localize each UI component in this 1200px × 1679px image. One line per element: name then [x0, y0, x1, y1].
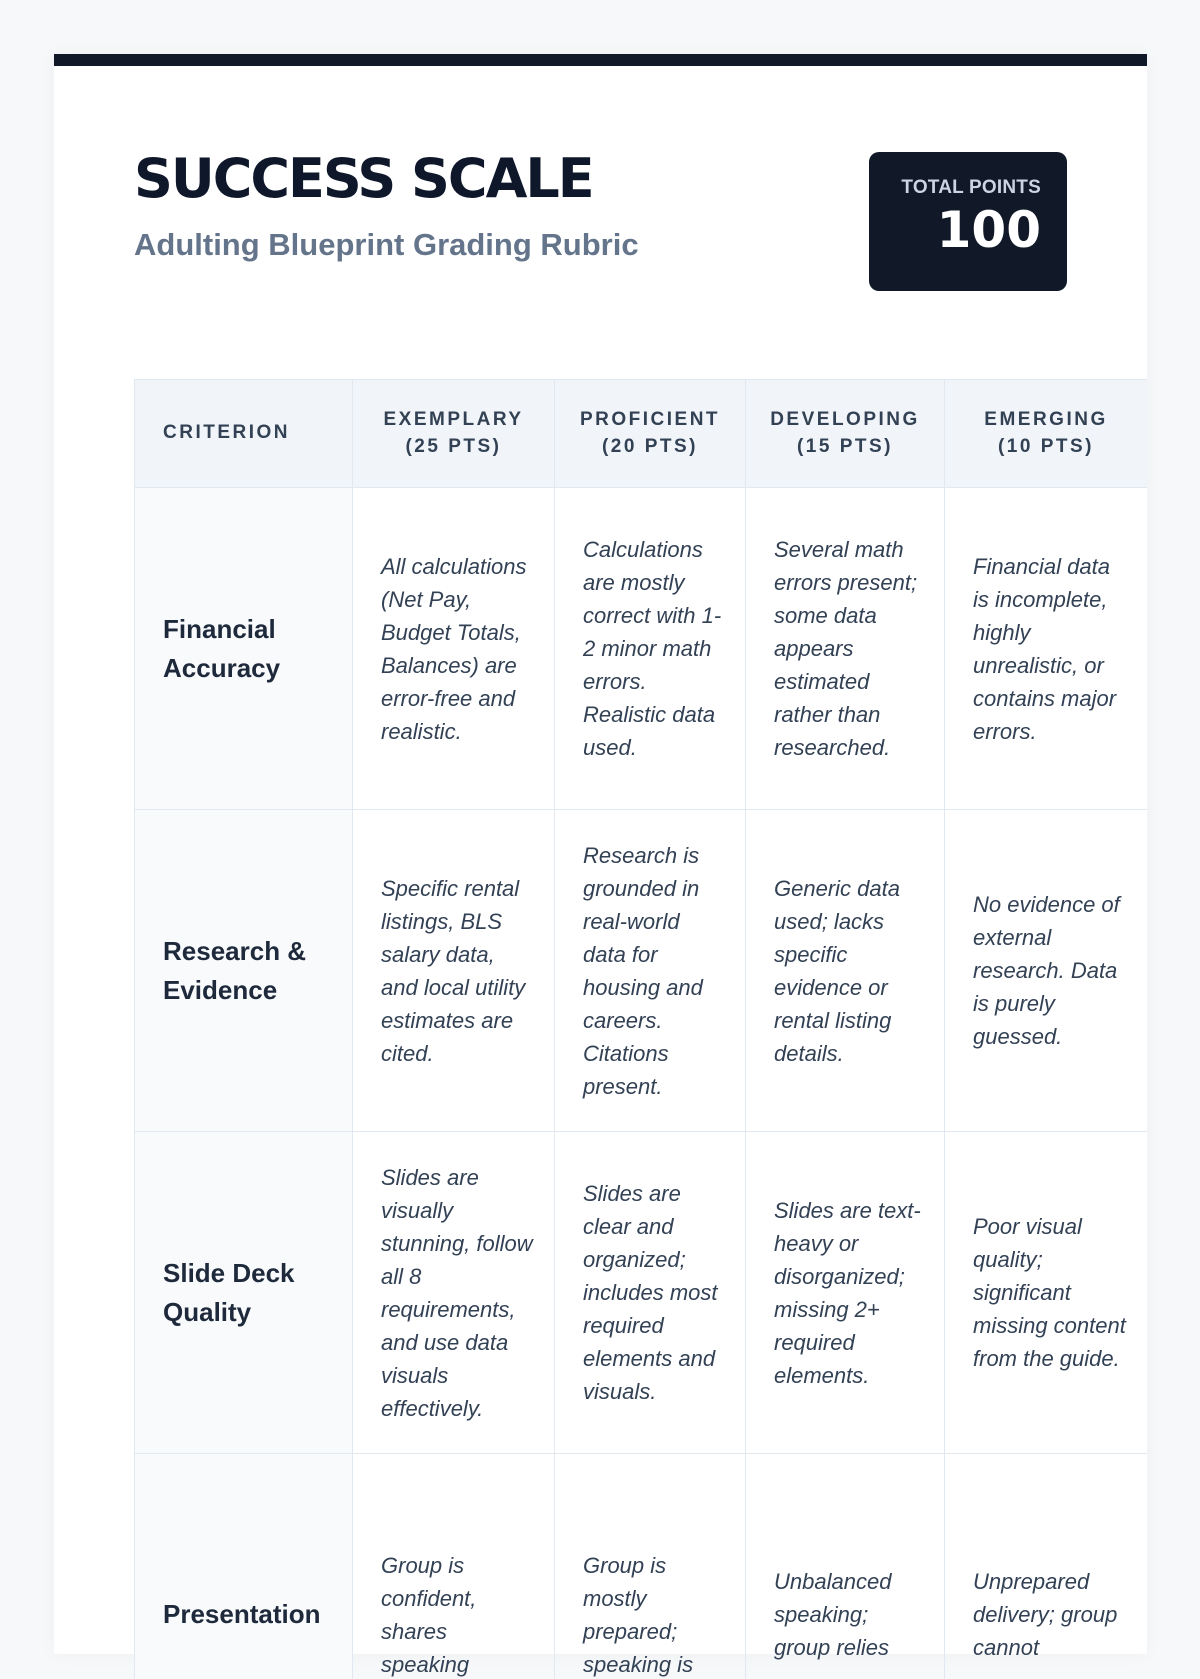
table-row	[135, 1454, 1148, 1679]
total-points-badge	[869, 152, 1067, 291]
proficient-cell: Calculations are mostly correct with 1-2 minor math errors. Realistic data used.	[555, 488, 746, 810]
page-title: SUCCESS SCALE	[134, 152, 593, 206]
header-criterion-label: CRITERION	[163, 422, 290, 443]
exemplary-cell: All calculations (Net Pay, Budget Totals, Balances) are error-free and realistic.	[353, 488, 555, 810]
emerging-cell: Unprepared delivery; group cannot	[945, 1454, 1148, 1679]
header-exemplary-points: (25 PTS)	[405, 436, 501, 457]
criterion-cell: Research & Evidence	[135, 810, 353, 1132]
rubric-card	[54, 54, 1147, 1654]
header-emerging-points: (10 PTS)	[998, 436, 1094, 457]
developing-cell: Generic data used; lacks specific evidence or rental listing details.	[746, 810, 945, 1132]
total-points-value: 100	[895, 205, 1041, 255]
header-exemplary	[353, 380, 555, 488]
exemplary-cell: Slides are visually stunning, follow all 8 requirements, and use data visuals effectively.	[353, 1132, 555, 1454]
table-header-row	[135, 380, 1148, 488]
emerging-cell: Poor visual quality; significant missing content from the guide.	[945, 1132, 1148, 1454]
exemplary-cell: Specific rental listings, BLS salary data, and local utility estimates are cited.	[353, 810, 555, 1132]
table-row	[135, 488, 1148, 810]
developing-cell: Slides are text-heavy or disorganized; missing 2+ required elements.	[746, 1132, 945, 1454]
developing-cell: Several math errors present; some data appears estimated rather than researched.	[746, 488, 945, 810]
emerging-cell: Financial data is incomplete, highly unrealistic, or contains major errors.	[945, 488, 1148, 810]
table-row	[135, 810, 1148, 1132]
header-exemplary-label: EXEMPLARY	[383, 409, 523, 430]
rubric-header	[134, 152, 1064, 292]
header-emerging	[945, 380, 1148, 488]
criterion-cell: Financial Accuracy	[135, 488, 353, 810]
rubric-table	[134, 379, 1147, 1679]
proficient-cell: Slides are clear and organized; includes most required elements and visuals.	[555, 1132, 746, 1454]
criterion-cell: Presentation	[135, 1454, 353, 1679]
page-subtitle: Adulting Blueprint Grading Rubric	[134, 226, 639, 263]
criterion-cell: Slide Deck Quality	[135, 1132, 353, 1454]
rubric-table-wrapper	[134, 379, 1147, 1679]
emerging-cell: No evidence of external research. Data is purely guessed.	[945, 810, 1148, 1132]
exemplary-cell: Group is confident, shares speaking	[353, 1454, 555, 1679]
header-proficient	[555, 380, 746, 488]
header-emerging-label: EMERGING	[984, 409, 1107, 430]
header-proficient-points: (20 PTS)	[602, 436, 698, 457]
developing-cell: Unbalanced speaking; group relies	[746, 1454, 945, 1679]
header-developing-label: DEVELOPING	[770, 409, 920, 430]
header-developing	[746, 380, 945, 488]
header-developing-points: (15 PTS)	[797, 436, 893, 457]
table-row	[135, 1132, 1148, 1454]
header-criterion	[135, 380, 353, 488]
total-points-label: TOTAL POINTS	[895, 178, 1041, 197]
header-proficient-label: PROFICIENT	[580, 409, 720, 430]
proficient-cell: Research is grounded in real-world data for housing and careers. Citations present.	[555, 810, 746, 1132]
proficient-cell: Group is mostly prepared; speaking is	[555, 1454, 746, 1679]
